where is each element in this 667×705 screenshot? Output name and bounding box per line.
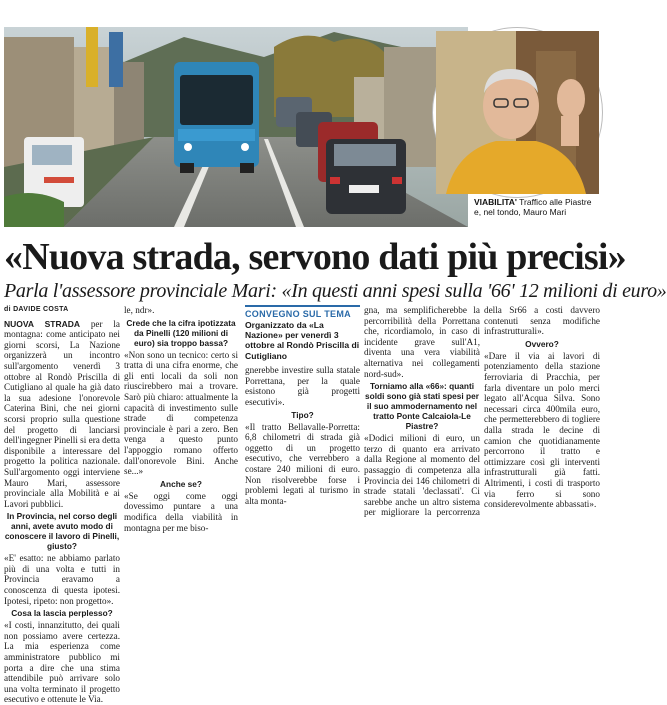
headline: «Nuova strada, servono dati più precisi» (4, 236, 626, 278)
paragraph-text: per la montagna: come anticipato nei giorni scorsi, La Nazione organizzerà un incontro sull'argomento venerdì 3 ottobre al Rondò Priscilla di Cutigliano al quale ha già dato la sua adesione l'onorevole Caterina Bini, che nei giorni scorsi proprio sulla questione del progetto di lanciarsi dell'ingegner Pinelli si era detta disponibile a interessare del progetto la politica nazionale. Sull'argomento oggi interviene Mauro Mari, assessore provinciale alla Mobilità e ai Lavori pubblici. (4, 318, 120, 509)
article-column-4 (364, 305, 600, 600)
interview-question: Torniamo alla «66»: quanti soldi sono già stati spesi per il suo ammodernamento nel tratto Ponte Calcaiola-Le Piastre? (365, 381, 479, 432)
interview-question: Anche se? (160, 478, 202, 489)
interview-question: Tipo? (291, 409, 314, 420)
lead-in: NUOVA STRADA (4, 318, 81, 329)
paragraph (4, 319, 120, 510)
interview-question: Ovvero? (525, 338, 559, 349)
paragraph: gnerebbe investire sulla statale Porrettana, per la quale esistono già progetti esecutivi». (245, 365, 360, 407)
interview-question: Crede che la cifra ipotizzata da Pinelli (120 milioni di euro) sia troppo bassa? (126, 317, 236, 348)
paragraph: «Il tratto Bellavalle-Porretta: 6,8 chilometri di strada già oggetto di un progetto esecutivo, che verrebbero a costare 240 milioni di euro. Non risolverebbe forse i problemi legati al turismo in alta monta- (245, 421, 360, 506)
portrait-mauro-mari (436, 31, 599, 194)
event-box (245, 305, 360, 361)
paragraph: «Se oggi come oggi dovessimo puntare a una modifica della viabilità in montagna per me biso- (124, 490, 238, 533)
article-column-3 (245, 305, 360, 600)
paragraph: le, ndr». (124, 305, 155, 315)
paragraph: gna, ma semplificherebbe la percorribilità della Porrettana che, ricordiamolo, in caso di incidente grave sull'A1, diventa una vera viabilità alternativa nei collegamenti nord-sud». (364, 305, 480, 379)
caption-label: VIABILITA' (474, 197, 517, 207)
interview-question: In Provincia, nel corso degli anni, avete avuto modo di conoscere il lavoro di Pinelli, giusto? (4, 511, 120, 552)
subheadline: Parla l'assessore provinciale Mari: «In questi anni spesi sulla '66' 12 milioni di euro» (4, 280, 667, 302)
portrait-inset (433, 28, 602, 197)
article-column-1 (4, 305, 120, 705)
paragraph: «Non sono un tecnico: certo si tratta di una cifra enorme, che gli enti locali da soli non riuscirebbero mai a trovare. Sarò più chiaro: attualmente la capacità di investimento sulle strade di competenza provinciale è pari a zero. Ben venga a questo punto l'appoggio romano offerto dall'onorevole Bini. Anche se...» (124, 349, 238, 477)
street-photo (4, 27, 468, 227)
event-text: Organizzato da «La Nazione» per venerdì 3 ottobre al Rondò Priscilla di Cutigliano (245, 319, 360, 361)
street-scene (4, 27, 468, 227)
caption-text: Traffico alle Piastre e, nel tondo, Mauro Mari (474, 197, 592, 217)
photo-caption (474, 197, 598, 217)
paragraph: «E' esatto: ne abbiamo parlato più di una volta e tutti in Provincia eravamo a conoscenza di questa ipotesi. Ipotesi, ripeto: non progetto». (4, 553, 120, 606)
interview-question: Cosa la lascia perplesso? (11, 608, 113, 619)
article-column-2 (124, 305, 238, 600)
paragraph: «Dodici milioni di euro, un terzo di quanto era arrivato dalla Regione al momento del passaggio di competenza alla Provincia dei 146 chilometri di strade statali 'declassati'. Ci sarebbe anche un altro sistema per migliorare la percorrenza della Sr66 a costi davvero contenuti senza modifiche infrastrutturali». (364, 305, 600, 518)
byline: di DAVIDE COSTA (4, 306, 69, 313)
paragraph: «Dare il via ai lavori di potenziamento della stazione ferroviaria di Pracchia, per farla diventare un polo merci legato all'Acqua Silva. Sono necessari circa 400mila euro, che permetterebbero di togliere dalla strada le decine di camion che quotidianamente percorrono il tratto e ottimizzare così gli interventi infrastrutturali già fatti. Altrimenti, i costi di trasporto via ferro si sono considerevolmente abbassati». (484, 350, 600, 510)
event-kicker: CONVEGNO SUL TEMA (245, 309, 351, 319)
paragraph: «I costi, innanzitutto, dei quali non possiamo avere certezza. La mia esperienza come amministratore pubblico mi porta a dire che una stima attendibile può arrivare solo una volta terminato il progetto esecutivo e ottenute le Via. (4, 620, 120, 705)
